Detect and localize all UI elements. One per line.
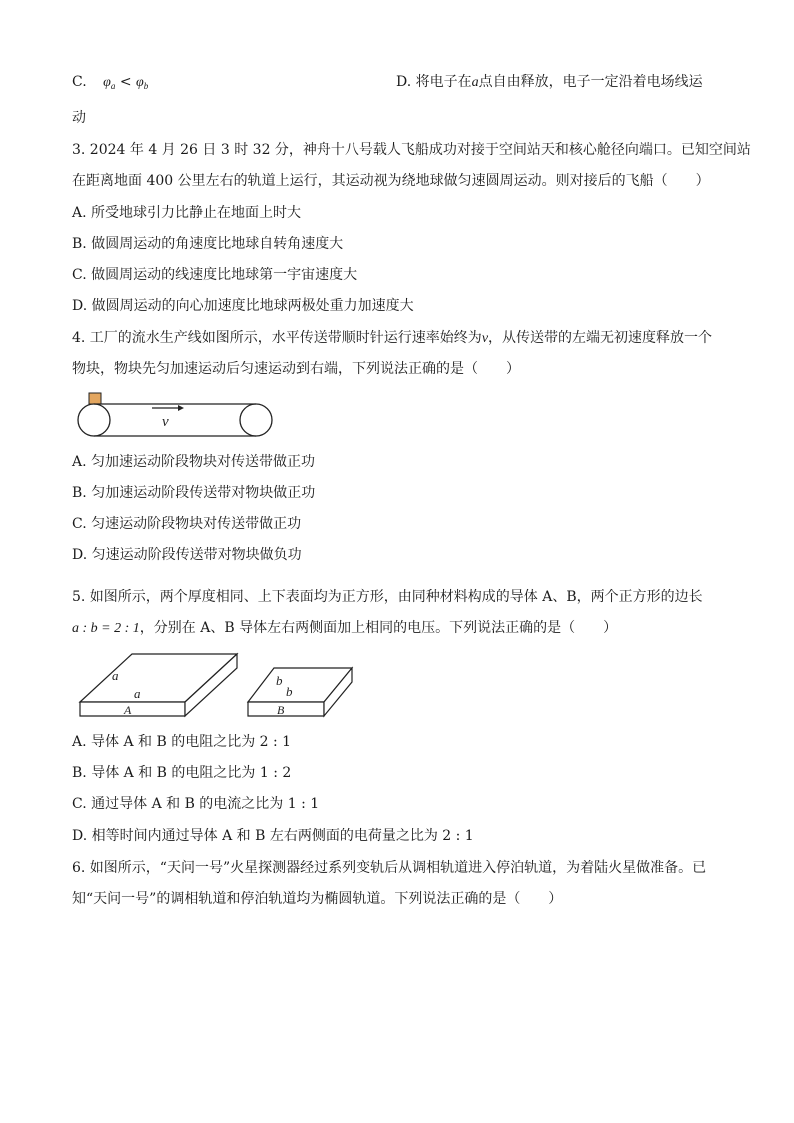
label-conductor-b: B <box>277 703 285 717</box>
q6-stem-line1: 6. 如图所示，“天问一号”火星探测器经过系列变轨后从调相轨道进入停泊轨道，为着陆火星做准备。已 <box>72 860 707 876</box>
subscript: a <box>110 81 116 91</box>
velocity-label: v <box>162 414 169 430</box>
q3-stem-line1: 3. 2024 年 4 月 26 日 3 时 32 分，神舟十八号载人飞船成功对接于空间站天和核心舱径向端口。已知空间站 <box>72 142 751 158</box>
variable: a <box>471 75 479 90</box>
block <box>89 393 101 404</box>
conveyor-belt-figure <box>72 392 282 440</box>
subscript: b <box>143 81 149 91</box>
q4-option-c: C. 匀速运动阶段物块对传送带做正功 <box>72 516 302 532</box>
q4-option-d: D. 匀速运动阶段传送带对物块做负功 <box>72 547 302 563</box>
phi-symbol: φ <box>103 75 111 90</box>
q5-option-d: D. 相等时间内通过导体 A 和 B 左右两侧面的电荷量之比为 2 : 1 <box>72 828 474 844</box>
q2-option-d-continued: 动 <box>72 110 86 126</box>
stem-text: ，分别在 A、B 导体左右两侧面加上相同的电压。下列说法正确的是（ ） <box>139 620 618 636</box>
conductor-a-front <box>80 702 185 716</box>
q5-option-c: C. 通过导体 A 和 B 的电流之比为 1 : 1 <box>72 796 320 812</box>
option-label: C. <box>72 74 87 90</box>
q3-option-b: B. 做圆周运动的角速度比地球自转角速度大 <box>72 236 344 252</box>
q3-option-c: C. 做圆周运动的线速度比地球第一宇宙速度大 <box>72 267 358 283</box>
phi-symbol: φ <box>136 75 144 90</box>
option-text: 点自由释放，电子一定沿着电场线运 <box>478 74 703 90</box>
right-pulley <box>240 404 272 436</box>
arrow-head-icon <box>178 405 184 411</box>
q4-stem-line2: 物块，物块先匀加速运动后匀速运动到右端，下列说法正确的是（ ） <box>72 361 520 377</box>
variable: v <box>481 331 489 346</box>
q5-option-a: A. 导体 A 和 B 的电阻之比为 2 : 1 <box>72 734 292 750</box>
q5-stem-line1: 5. 如图所示，两个厚度相同、上下表面均为正方形，由同种材料构成的导体 A、B，两个正方形的边长 <box>72 589 703 605</box>
q4-stem-line1 <box>72 328 712 349</box>
q5-stem-line2 <box>72 618 617 639</box>
q2-option-c <box>72 72 148 96</box>
q3-stem-line2: 在距离地面 400 公里左右的轨道上运行，其运动视为绕地球做匀速圆周运动。则对接后的飞船（ ） <box>72 173 710 189</box>
conductor-b-front <box>248 702 324 716</box>
left-pulley <box>78 404 110 436</box>
q3-option-a: A. 所受地球引力比静止在地面上时大 <box>72 205 302 221</box>
label-a-edge: a <box>134 686 141 701</box>
option-text: D. 将电子在 <box>396 74 472 90</box>
conductors-figure <box>72 650 362 722</box>
label-conductor-a: A <box>124 703 132 717</box>
label-b-edge: b <box>286 684 293 699</box>
less-than-symbol: < <box>119 74 132 90</box>
q4-option-a: A. 匀加速运动阶段物块对传送带做正功 <box>72 454 316 470</box>
q2-option-d <box>396 72 703 93</box>
label-a-side: a <box>112 668 119 683</box>
q4-option-b: B. 匀加速运动阶段传送带对物块做正功 <box>72 485 316 501</box>
label-b-side: b <box>276 673 283 688</box>
q6-stem-line2: 知“天问一号”的调相轨道和停泊轨道均为椭圆轨道。下列说法正确的是（ ） <box>72 891 563 907</box>
ratio-expression: a : b = 2 : 1 <box>72 621 140 636</box>
stem-text: 4. 工厂的流水生产线如图所示，水平传送带顺时针运行速率始终为 <box>72 330 482 346</box>
q3-option-d: D. 做圆周运动的向心加速度比地球两极处重力加速度大 <box>72 298 414 314</box>
q5-option-b: B. 导体 A 和 B 的电阻之比为 1 : 2 <box>72 765 292 781</box>
stem-text: ，从传送带的左端无初速度释放一个 <box>488 330 713 346</box>
